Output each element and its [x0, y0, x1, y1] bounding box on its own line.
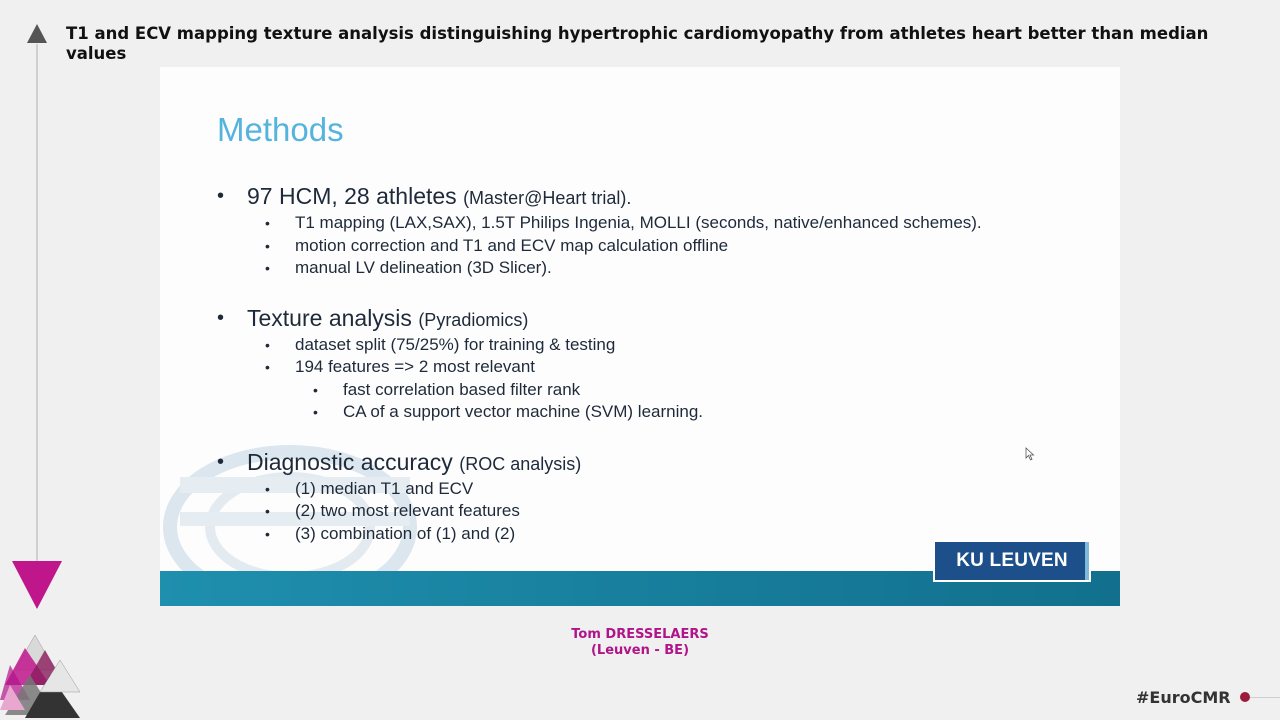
bullet-sub: • manual LV delineation (3D Slicer).	[217, 257, 1037, 280]
bullet-sub: • T1 mapping (LAX,SAX), 1.5T Philips Ingenia, MOLLI (seconds, native/enhanced schemes).	[217, 212, 1037, 235]
timeline-line	[36, 44, 38, 564]
cursor-icon	[1025, 447, 1035, 461]
bullet-main: • 97 HCM, 28 athletes (Master@Heart trial).	[217, 182, 1037, 212]
bullet-subsub: • CA of a support vector machine (SVM) learning.	[217, 401, 1037, 424]
bullet-subsub: • fast correlation based filter rank	[217, 379, 1037, 402]
next-triangle-icon[interactable]	[12, 561, 62, 609]
slide-heading: Methods	[217, 111, 344, 148]
bullet-sub: • motion correction and T1 and ECV map calculation offline	[217, 235, 1037, 258]
bullet-sub: • (1) median T1 and ECV	[217, 478, 1037, 501]
hashtag-line	[1250, 697, 1280, 698]
presentation-title: T1 and ECV mapping texture analysis distinguishing hypertrophic cardiomyopathy from athletes heart better than median values	[66, 24, 1209, 63]
eurocmr-logo-icon	[0, 630, 90, 720]
slide	[160, 67, 1120, 606]
ku-leuven-logo: KU LEUVEN	[933, 540, 1091, 582]
slide-content	[217, 182, 1037, 545]
bullet-sub: • (3) combination of (1) and (2)	[217, 523, 1037, 546]
event-hashtag: #EuroCMR	[1136, 688, 1231, 707]
speaker-name: Tom DRESSELAERS	[571, 627, 709, 642]
speaker-info	[440, 627, 840, 659]
bullet-main: • Diagnostic accuracy (ROC analysis)	[217, 448, 1037, 478]
hashtag-dot	[1240, 692, 1250, 702]
bullet-sub: • (2) two most relevant features	[217, 500, 1037, 523]
bullet-sub: • 194 features => 2 most relevant	[217, 356, 1037, 379]
previous-triangle-icon[interactable]	[27, 24, 47, 43]
bullet-main: • Texture analysis (Pyradiomics)	[217, 304, 1037, 334]
speaker-affiliation: (Leuven - BE)	[590, 643, 690, 658]
bullet-sub: • dataset split (75/25%) for training & testing	[217, 334, 1037, 357]
